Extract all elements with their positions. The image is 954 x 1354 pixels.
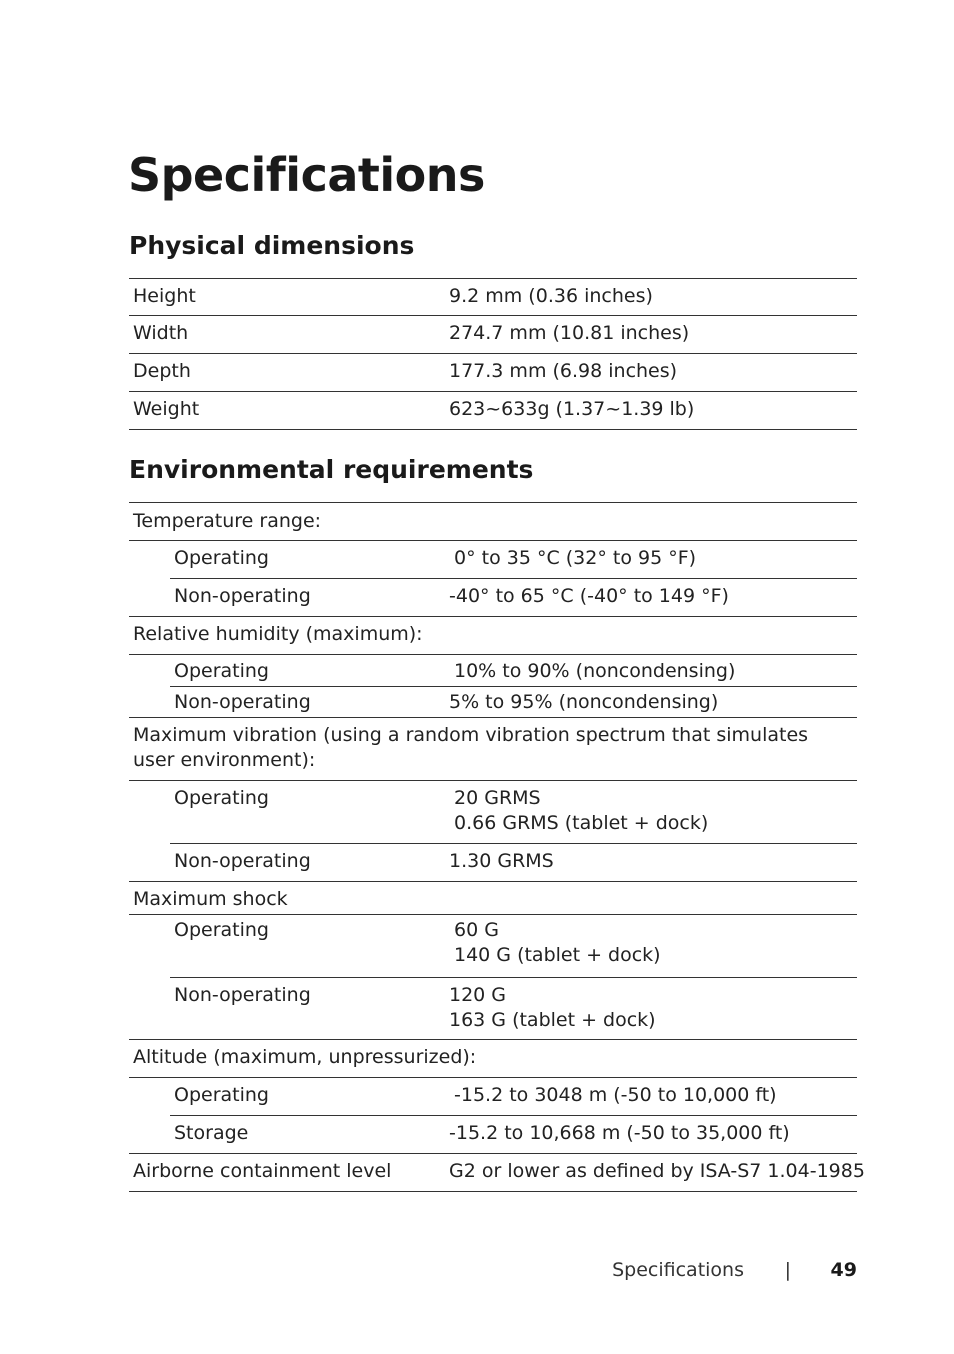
- vibration-operating-label: Operating: [174, 787, 269, 809]
- width-value: 274.7 mm (10.81 inches): [449, 322, 690, 344]
- height-value: 9.2 mm (0.36 inches): [449, 285, 653, 307]
- shock-nonoperating-label: Non-operating: [174, 984, 311, 1006]
- altitude-operating-label: Operating: [174, 1084, 269, 1106]
- altitude-storage-value: -15.2 to 10,668 m (-50 to 35,000 ft): [449, 1122, 790, 1144]
- table-row: [129, 278, 857, 316]
- vibration-operating-value-line-2: 0.66 GRMS (tablet + dock): [454, 812, 709, 834]
- temperature-nonoperating-value: -40° to 65 °C (-40° to 149 °F): [449, 585, 729, 607]
- table-row: [170, 655, 857, 687]
- shock-nonoperating-value: [449, 983, 857, 1039]
- width-label: Width: [133, 322, 189, 344]
- humidity-nonoperating-value: 5% to 95% (noncondensing): [449, 691, 719, 713]
- depth-value: 177.3 mm (6.98 inches): [449, 360, 678, 382]
- temperature-range-label: Temperature range:: [133, 510, 322, 532]
- temperature-operating-label: Operating: [174, 547, 269, 569]
- weight-value: 623~633g (1.37~1.39 lb): [449, 398, 695, 420]
- table-row: [170, 1078, 857, 1116]
- table-row: [129, 316, 857, 354]
- humidity-operating-label: Operating: [174, 660, 269, 682]
- table-row: [129, 502, 857, 541]
- table-row: [170, 541, 857, 579]
- environmental-requirements-table: [129, 502, 865, 1192]
- weight-label: Weight: [133, 398, 200, 420]
- physical-dimensions-table: [129, 278, 857, 430]
- vibration-operating-value-line-1: 20 GRMS: [454, 787, 541, 809]
- shock-operating-label: Operating: [174, 919, 269, 941]
- table-row: [129, 1154, 865, 1192]
- vibration-operating-value: [454, 786, 857, 843]
- table-row: [129, 579, 857, 617]
- vibration-nonoperating-label: Non-operating: [174, 850, 311, 872]
- footer-section-title: Specifications: [612, 1259, 744, 1281]
- shock-operating-value-line-1: 60 G: [454, 919, 499, 941]
- table-row: [170, 781, 857, 844]
- table-row: [129, 882, 857, 915]
- shock-operating-value: [454, 918, 857, 977]
- page-number: 49: [830, 1259, 857, 1281]
- altitude-operating-value: -15.2 to 3048 m (-50 to 10,000 ft): [454, 1084, 777, 1106]
- height-label: Height: [133, 285, 196, 307]
- table-row: [170, 915, 857, 978]
- physical-dimensions-heading: Physical dimensions: [129, 231, 415, 260]
- table-row: [129, 844, 857, 882]
- shock-nonoperating-value-line-2: 163 G (tablet + dock): [449, 1009, 656, 1031]
- humidity-nonoperating-label: Non-operating: [174, 691, 311, 713]
- table-row: [129, 718, 857, 781]
- table-row: [129, 1040, 857, 1078]
- temperature-operating-value: 0° to 35 °C (32° to 95 °F): [454, 547, 697, 569]
- vibration-nonoperating-value: 1.30 GRMS: [449, 850, 554, 872]
- temperature-nonoperating-label: Non-operating: [174, 585, 311, 607]
- humidity-operating-value: 10% to 90% (noncondensing): [454, 660, 736, 682]
- altitude-storage-label: Storage: [174, 1122, 249, 1144]
- page-footer: [0, 1259, 857, 1287]
- shock-operating-value-line-2: 140 G (tablet + dock): [454, 944, 661, 966]
- table-row: [129, 392, 857, 430]
- environmental-requirements-heading: Environmental requirements: [129, 455, 534, 484]
- shock-nonoperating-value-line-1: 120 G: [449, 984, 507, 1006]
- airborne-label: Airborne containment level: [133, 1160, 392, 1182]
- table-row: [129, 617, 857, 655]
- table-row: [129, 978, 857, 1040]
- footer-separator: |: [784, 1259, 791, 1281]
- vibration-label: Maximum vibration (using a random vibration spectrum that simulates user environment):: [133, 724, 809, 771]
- table-row: [129, 1116, 857, 1154]
- shock-label: Maximum shock: [133, 888, 288, 910]
- table-row: [129, 354, 857, 392]
- page-title: Specifications: [128, 148, 485, 202]
- table-row: [129, 687, 857, 718]
- altitude-label: Altitude (maximum, unpressurized):: [133, 1046, 477, 1068]
- airborne-value: G2 or lower as defined by ISA-S7 1.04-1985: [449, 1160, 865, 1182]
- depth-label: Depth: [133, 360, 191, 382]
- humidity-label: Relative humidity (maximum):: [133, 623, 423, 645]
